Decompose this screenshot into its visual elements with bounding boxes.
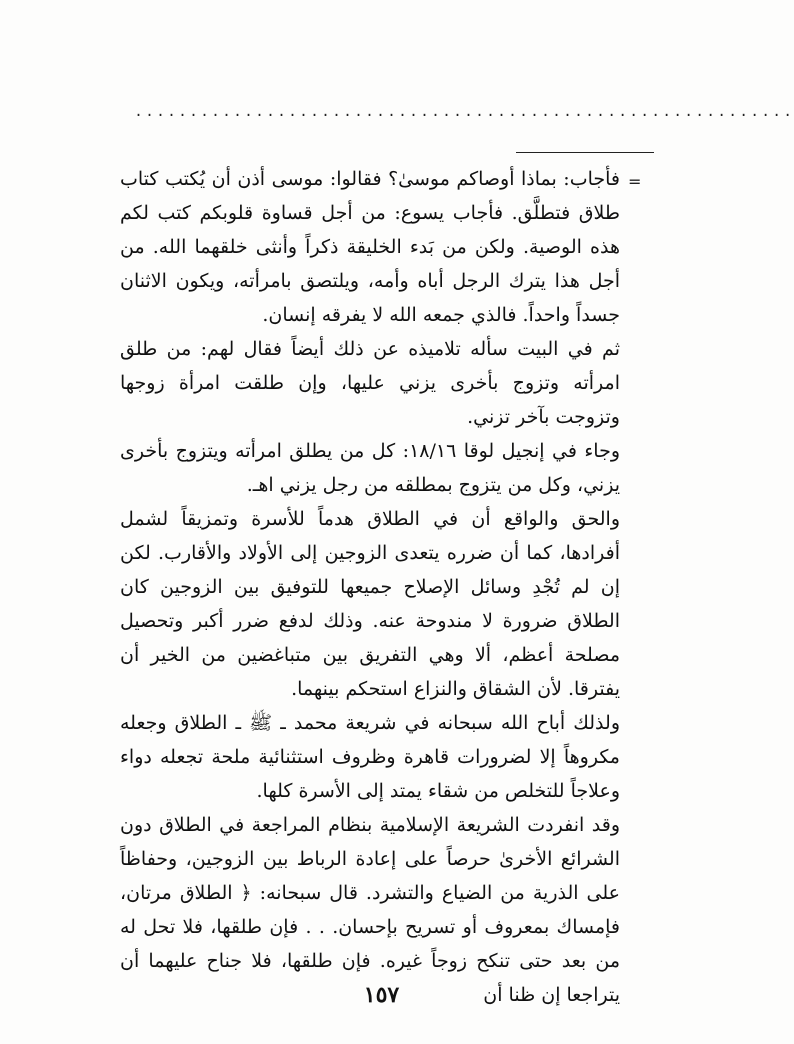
page-number: ١٥٧ (363, 982, 400, 1008)
paragraph: والحق والواقع أن في الطلاق هدماً للأسرة وتمزيقاً لشمل أفرادها، كما أن ضرره يتعدى الزوجين إلى الأولاد والأقارب. لكن إن لم تُجْدِ وسائل الإصلاح جميعها للتوفيق بين الزوجين كان الطلاق ضرورة لا مندوحة عنه. وذلك لدفع ضرر أكبر وتحصيل مصلحة أعظم، ألا وهي التفريق بين متباغضين من الخير أن يفترقا. لأن الشقاق والنزاع استحكم بينهما. (120, 508, 620, 700)
footnote-continuation-marker: = (628, 172, 642, 191)
paragraph: ولذلك أباح الله سبحانه في شريعة محمد ـ ﷺ ـ الطلاق وجعله مكروهاً إلا لضرورات قاهرة وظروف استثنائية ملحة تجعله دواء وعلاجاً للتخلص من شقاء يمتد إلى الأسرة كلها. (120, 712, 620, 802)
paragraph: فأجاب: بماذا أوصاكم موسىٰ؟ فقالوا: موسى أذن أن يُكتب كتاب طلاق فتطلَّق. فأجاب يسوع: من أجل قساوة قلوبكم كتب لكم هذه الوصية. ولكن من بَدء الخليقة ذكراً وأنثى خلقهما الله. من أجل هذا يترك الرجل أباه وأمه، ويلتصق بامرأته، ويكون الاثنان جسداً واحداً. فالذي جمعه الله لا يفرقه إنسان. (120, 168, 620, 326)
footnote-separator-line (516, 152, 654, 153)
paragraph: وجاء في إنجيل لوقا ١٨/١٦: كل من يطلق امرأته ويتزوج بأخرى يزني، وكل من يتزوج بمطلقه من رجل يزني اهـ. (120, 440, 621, 496)
paragraph: وقد انفردت الشريعة الإسلامية بنظام المراجعة في الطلاق دون الشرائع الأخرىٰ حرصاً على إعادة الرباط بين الزوجين، وحفاظاً على الذرية من الضياع والتشرد. قال سبحانه: ﴿ الطلاق مرتان، فإمساك بمعروف أو تسريح بإحسان. . . فإن طلقها، فلا تحل له من بعد حتى تنكح زوجاً غيره. فإن طلقها، فلا جناح عليهما أن يتراجعا إن ظنا أن (120, 814, 620, 1006)
body-text (120, 162, 620, 1012)
paragraph: ثم في البيت سأله تلاميذه عن ذلك أيضاً فقال لهم: من طلق امرأته وتزوج بأخرى يزني عليها، وإن طلقت امرأة زوجها وتزوجت بآخر تزني. (120, 338, 620, 428)
header-dotted-rule: ............................................................ (134, 104, 794, 121)
